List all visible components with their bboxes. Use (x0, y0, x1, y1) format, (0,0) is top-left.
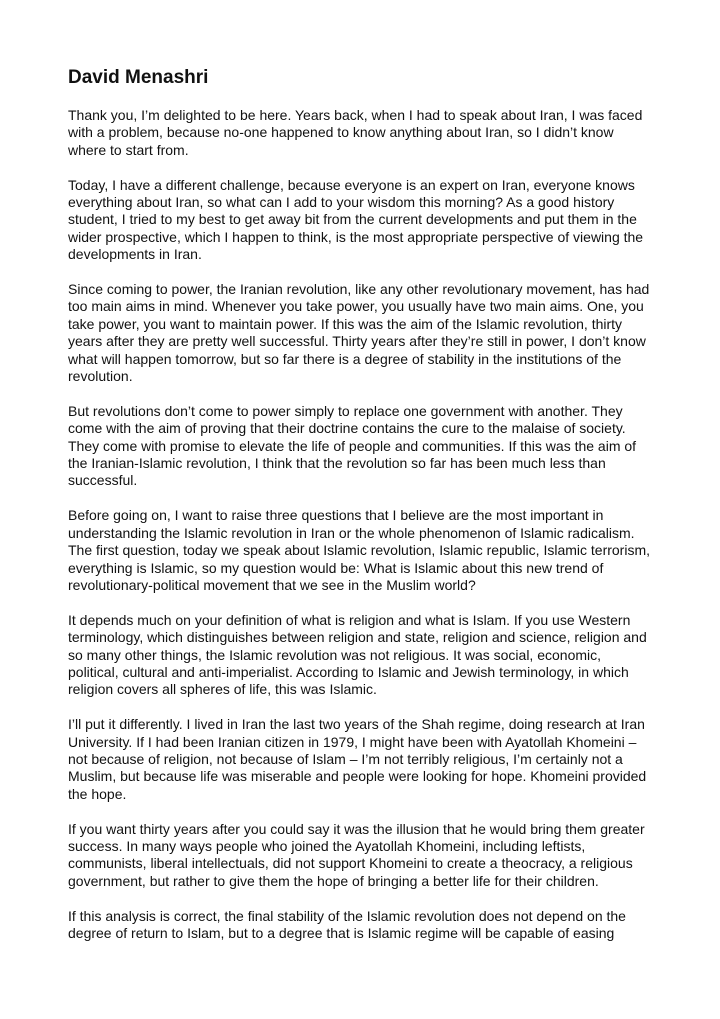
paragraph-9: If this analysis is correct, the final stability of the Islamic revolution does not depend on the degree of return to Islam, but to a degree that is Islamic regime will be capable of easing (68, 907, 626, 941)
paragraph-6: It depends much on your definition of what is religion and what is Islam. If you use Western terminology, which distinguishes between religion and state, religion and science, religion and so many other things, the Islamic revolution was not religious. It was social, economic, political, cultural and anti-imperialist. According to Islamic and Jewish terminology, in which religion covers all spheres of life, this was Islamic. (68, 611, 647, 698)
paragraph-5: Before going on, I want to raise three questions that I believe are the most important in understanding the Islamic revolution in Iran or the whole phenomenon of Islamic radicalism. The first question, today we speak about Islamic revolution, Islamic republic, Islamic terrorism, everything is Islamic, so my question would be: What is Islamic about this new trend of revolutionary-political movement that we see in the Muslim world? (68, 507, 651, 593)
paragraph-3: Since coming to power, the Iranian revolution, like any other revolutionary movement, has had too main aims in mind. Whenever you take power, you usually have two main aims. One, you take power, you want to maintain power. If this was the aim of the Islamic revolution, thirty years after they are pretty well successful. Thirty years after they’re still in power, I don’t know what will happen tomorrow, but so far there is a degree of stability in the institutions of the revolution. (68, 281, 650, 385)
paragraph-8: If you want thirty years after you could say it was the illusion that he would bring them greater success. In many ways people who joined the Ayatollah Khomeini, including leftists, communists, liberal intellectuals, did not support Khomeini to create a theocracy, a religious government, but rather to give them the hope of bringing a better life for their children. (68, 820, 645, 889)
paragraph-4: But revolutions don’t come to power simply to replace one government with another. They come with the aim of proving that their doctrine contains the cure to the malaise of society. They come with promise to elevate the life of people and communities. If this was the aim of the Iranian-Islamic revolution, I think that the revolution so far has been much less than successful. (68, 402, 637, 489)
speaker-heading: David Menashri (68, 67, 209, 88)
document-page (68, 66, 654, 960)
paragraph-1: Thank you, I’m delighted to be here. Years back, when I had to speak about Iran, I was faced with a problem, because no-one happened to know anything about Iran, so I didn’t know where to start from. (68, 107, 643, 158)
paragraph-2: Today, I have a different challenge, because everyone is an expert on Iran, everyone knows everything about Iran, so what can I add to your wisdom this morning? As a good history student, I tried to my best to get away bit from the current developments and put them in the wider prospective, which I happen to think, is the most appropriate perspective of viewing the developments in Iran. (68, 176, 644, 263)
paragraph-7: I’ll put it differently. I lived in Iran the last two years of the Shah regime, doing research at Iran University. If I had been Iranian citizen in 1979, I might have been with Ayatollah Khomeini – not because of religion, not because of Islam – I’m not terribly religious, I’m certainly not a Muslim, but because life was miserable and people were looking for hope. Khomeini provided the hope. (68, 716, 647, 802)
